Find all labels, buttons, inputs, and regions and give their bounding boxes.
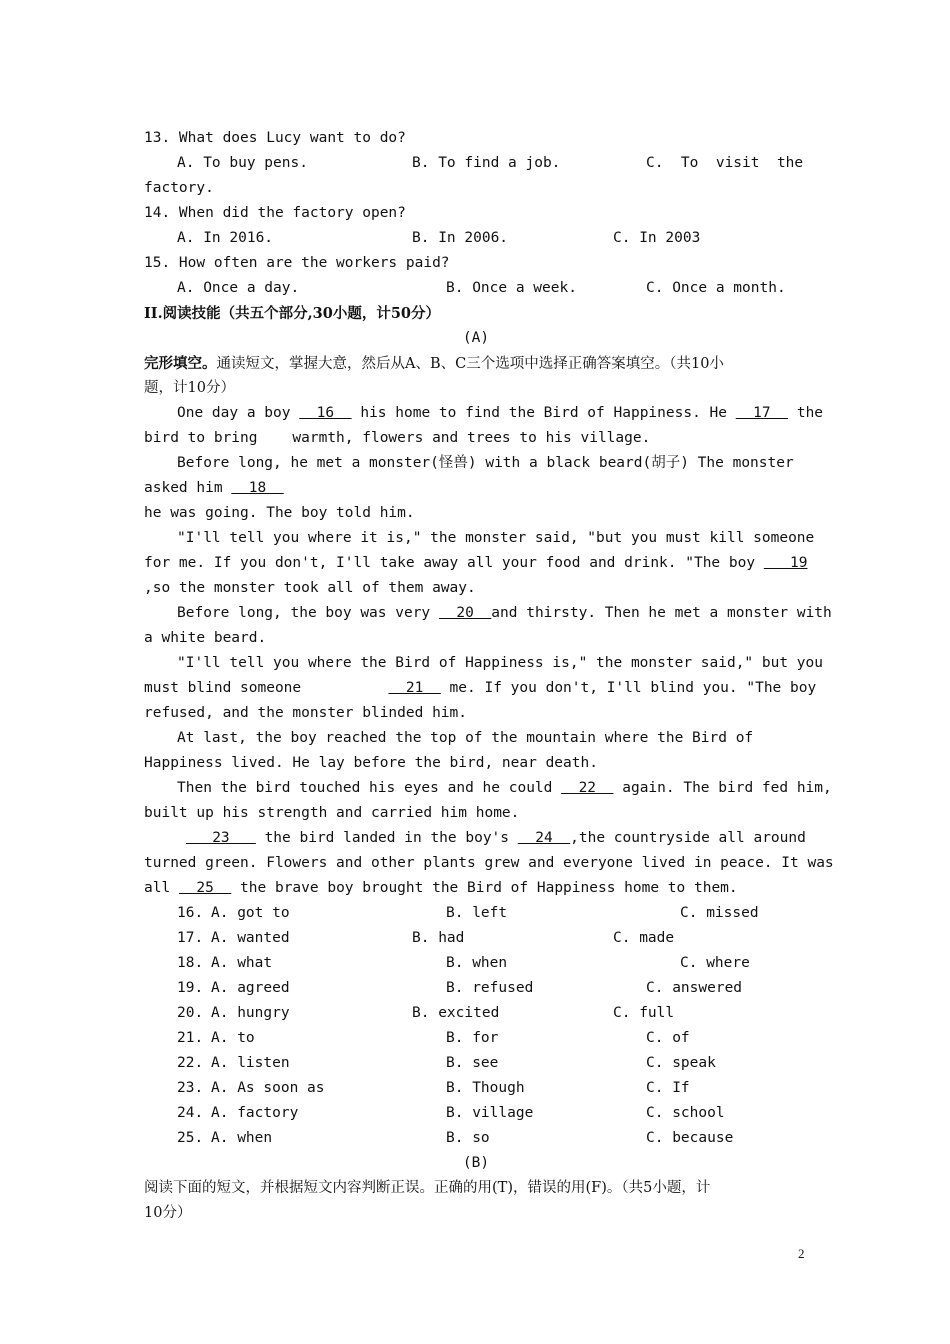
passage-line: built up his strength and carried him home.: [144, 805, 520, 821]
option-b: B. To find a job.: [412, 155, 561, 171]
question-13-options: [144, 151, 808, 176]
passage-line: 23 the bird landed in the boy's 24 ,the countryside all around: [186, 830, 806, 846]
option-row: 19. A. agreed B. refused C. answered: [177, 980, 743, 996]
blank-25: 25: [178, 880, 232, 896]
question-15-stem: 15. How often are the workers paid?: [144, 255, 450, 271]
part-a-instructions-cont: 题，计10分）: [144, 380, 235, 396]
option-a: A. Once a day.: [177, 280, 300, 296]
option-row: 18. A. what B. when C. where: [177, 955, 750, 971]
passage-line: must blind someone 21 me. If you don't, I'll blind you. "The boy: [144, 680, 817, 696]
instruction-label: 完形填空。: [144, 355, 217, 372]
option-row: 24. A. factory B. village C. school: [177, 1105, 725, 1121]
passage-line: At last, the boy reached the top of the mountain where the Bird of: [177, 730, 754, 746]
passage-line: asked him 18: [144, 480, 284, 496]
question-14-stem: 14. When did the factory open?: [144, 205, 406, 221]
passage-line: Before long, the boy was very 20 and thirsty. Then he met a monster with: [177, 605, 832, 621]
blank-23: 23: [186, 830, 256, 846]
question-14-options: [144, 226, 808, 251]
part-a-instructions: [144, 351, 808, 376]
option-row: 22. A. listen B. see C. speak: [177, 1055, 716, 1071]
option-c: C. Once a month.: [646, 280, 786, 296]
option-row: 25. A. when B. so C. because: [177, 1130, 734, 1146]
blank-17: 17: [735, 405, 789, 421]
exam-page: [144, 126, 834, 1226]
blank-16: 16: [299, 405, 352, 421]
passage-line: for me. If you don't, I'll take away all your food and drink. "The boy 19: [144, 555, 808, 571]
option-row: 21. A. to B. for C. of: [177, 1030, 690, 1046]
question-15-options: [144, 276, 808, 301]
blank-20: 20: [438, 605, 492, 621]
question-13-option-continuation: factory.: [144, 180, 214, 196]
option-row: 17. A. wanted B. had C. made: [177, 930, 675, 946]
passage-line: Then the bird touched his eyes and he could 22 again. The bird fed him,: [177, 780, 832, 796]
blank-18: 18: [231, 480, 284, 496]
option-row: 23. A. As soon as B. Though C. If: [177, 1080, 690, 1096]
passage-line: Before long, he met a monster(怪兽) with a black beard(胡子) The monster: [177, 455, 794, 471]
question-13-stem: 13. What does Lucy want to do?: [144, 130, 406, 146]
passage-line: One day a boy 16 his home to find the Bird of Happiness. He 17 the: [177, 405, 824, 421]
passage-line: "I'll tell you where the Bird of Happiness is," the monster said," but you: [177, 655, 824, 671]
option-b: B. Once a week.: [446, 280, 577, 296]
passage-line: bird to bring warmth, flowers and trees to his village.: [144, 430, 651, 446]
instruction-text: 通读短文，掌握大意，然后从A、B、C三个选项中选择正确答案填空。（共10小: [216, 356, 724, 372]
passage-line: "I'll tell you where it is," the monster said, "but you must kill someone: [177, 530, 815, 546]
passage-line: turned green. Flowers and other plants grew and everyone lived in peace. It was: [144, 855, 834, 871]
passage-line: ,so the monster took all of them away.: [144, 580, 476, 596]
option-b: B. In 2006.: [412, 230, 509, 246]
part-a-heading: (A): [462, 330, 490, 346]
option-row: 20. A. hungry B. excited C. full: [177, 1005, 675, 1021]
option-row: 16. A. got to B. left C. missed: [177, 905, 759, 921]
page-number: 2: [798, 1246, 805, 1261]
option-c: C. To visit the: [646, 155, 804, 171]
option-a: A. To buy pens.: [177, 155, 308, 171]
passage-line: he was going. The boy told him.: [144, 505, 415, 521]
part-b-heading: (B): [462, 1155, 490, 1171]
blank-22: 22: [561, 780, 614, 796]
passage-line: refused, and the monster blinded him.: [144, 705, 468, 721]
option-a: A. In 2016.: [177, 230, 274, 246]
blank-24: 24: [517, 830, 571, 846]
part-b-instructions: 阅读下面的短文，并根据短文内容判断正误。正确的用(T)，错误的用(F)。（共5小题，计: [144, 1180, 711, 1196]
option-c: C. In 2003: [613, 230, 701, 246]
passage-line: all 25 the brave boy brought the Bird of Happiness home to them.: [144, 880, 738, 896]
passage-line: Happiness lived. He lay before the bird, near death.: [144, 755, 598, 771]
blank-21: 21: [388, 680, 441, 696]
blank-19: 19: [763, 555, 808, 571]
section-title: II.阅读技能（共五个部分,30小题，计50分）: [144, 305, 441, 322]
part-b-instructions-cont: 10分）: [144, 1205, 192, 1221]
passage-line: a white beard.: [144, 630, 267, 646]
